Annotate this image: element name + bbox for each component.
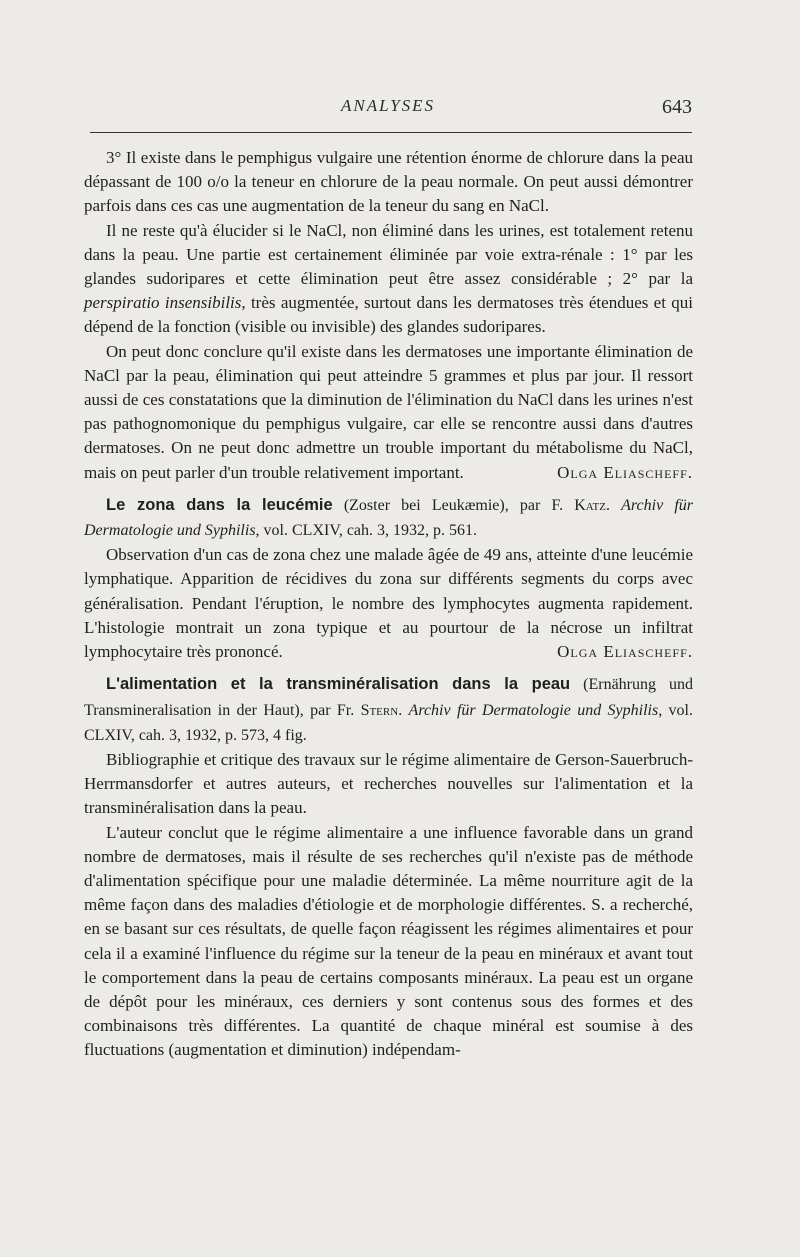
paragraph-text: , très augmentée, surtout dans les dermatoses très étendues et qui dépend de la fonction (visible ou invisible) des glandes sudoripares. <box>84 293 693 337</box>
entry-author: Katz <box>574 496 606 514</box>
review-entry <box>84 493 693 664</box>
paragraph <box>84 821 693 1063</box>
entry-meta: , vol. CLXIV, cah. 3, 1932, p. 573, 4 fig. <box>84 701 693 744</box>
paragraph-text: Observation d'un cas de zona chez une malade âgée de 49 ans, atteinte d'une leucémie lymphatique. Apparition de récidives du zona sur différents segments du corps avec généralisation. Pendant l'éruption, le nombre des lymphocytes augmenta rapidement. L'histologie montrait un zona typique et au pourtour de la nécrose un infiltrat lymphocytaire très prononcé. <box>84 545 693 662</box>
signature: Olga Eliascheff. <box>557 642 693 662</box>
paragraph <box>84 748 693 821</box>
paragraph <box>84 219 693 340</box>
header-rule <box>90 132 692 133</box>
running-title: ANALYSES <box>340 96 436 115</box>
paragraph-text: Bibliographie et critique des travaux sur le régime alimentaire de Gerson-Sauerbruch-Herrmansdorfer et autres auteurs, et recherches nouvelles sur l'alimentation et la transminéralisation dans la peau. <box>84 749 693 818</box>
signature: Olga Eliascheff. <box>557 462 693 482</box>
review-entry <box>84 672 693 1062</box>
entry-meta: (Zoster bei Leukæmie), par F. <box>332 496 575 514</box>
paragraph-text: Il ne reste qu'à élucider si le NaCl, non éliminé dans les urines, est totalement retenu dans la peau. Une partie est certainement éliminée par voie extra-rénale : 1° par les glandes sudoripares et cette élimination peut être assez considérable ; 2° par la <box>84 220 693 289</box>
paragraph-text: 3° Il existe dans le pemphigus vulgaire une rétention énorme de chlorure dans la peau dépassant de 100 o/o la teneur en chlorure de la peau normale. On peut aussi démontrer parfois dans ces cas une augmentation de la teneur du sang en NaCl. <box>84 148 693 216</box>
paragraph-text: On peut donc conclure qu'il existe dans les dermatoses une importante élimination de NaCl par la peau, élimination qui peut atteindre 5 grammes et plus par jour. Il ressort aussi de ces constatations que la diminution de l'élimination du NaCl dans les urines n'est pas pathognomonique du pemphigus vulgaire, car elle se rencontre aussi dans d'autres dermatoses. On ne peut donc admettre un trouble important du métabolisme du NaCl, mais on peut parler d'un trouble relativement important. <box>84 341 693 482</box>
entry-title: Le zona dans la leucémie <box>106 495 333 514</box>
entry-meta: (Ernährung und Transmineralisation in der Haut), par Fr. <box>84 676 694 719</box>
entry-heading <box>84 672 693 748</box>
entry-journal: Archiv für Dermatologie und Syphilis <box>84 496 693 540</box>
page-header <box>84 96 692 122</box>
entry-heading <box>84 493 693 543</box>
latin-term: perspiratio insensibilis <box>84 293 242 313</box>
entry-meta: . <box>398 701 409 719</box>
entry-title: L'alimentation et la transminéralisation dans la peau <box>106 675 571 694</box>
paragraph <box>84 146 693 219</box>
article-body <box>84 146 693 1063</box>
page-number: 643 <box>662 96 692 118</box>
paragraph-text: L'auteur conclut que le régime alimentaire a une influence favorable dans un grand nombre de dermatoses, mais il résulte de ses recherches qu'il n'existe pas de méthode d'alimentation spécifique pour une maladie déterminée. La même nourriture agit de la même façon dans des maladies d'étiologie et de morphologie différentes. S. a recherché, en se basant sur ces résultats, de quelle façon réagissent les régimes alimentaires et pour cela il a examiné l'influence du régime sur la teneur de la peau en minéraux et avant tout le comportement dans la peau de certains composants minéraux. La peau est un organe de dépôt pour les minéraux, ces derniers y sont contenus sous des formes et des combinaisons très différentes. La quantité de chaque minéral est soumise à des fluctuations (augmentation et diminution) indépendam- <box>84 822 693 1060</box>
entry-author: Stern <box>360 701 399 719</box>
entry-journal: Archiv für Dermatologie und Syphilis <box>408 701 659 719</box>
entry-meta: , vol. CLXIV, cah. 3, 1932, p. 561. <box>255 522 478 540</box>
entry-meta: . <box>605 496 622 514</box>
